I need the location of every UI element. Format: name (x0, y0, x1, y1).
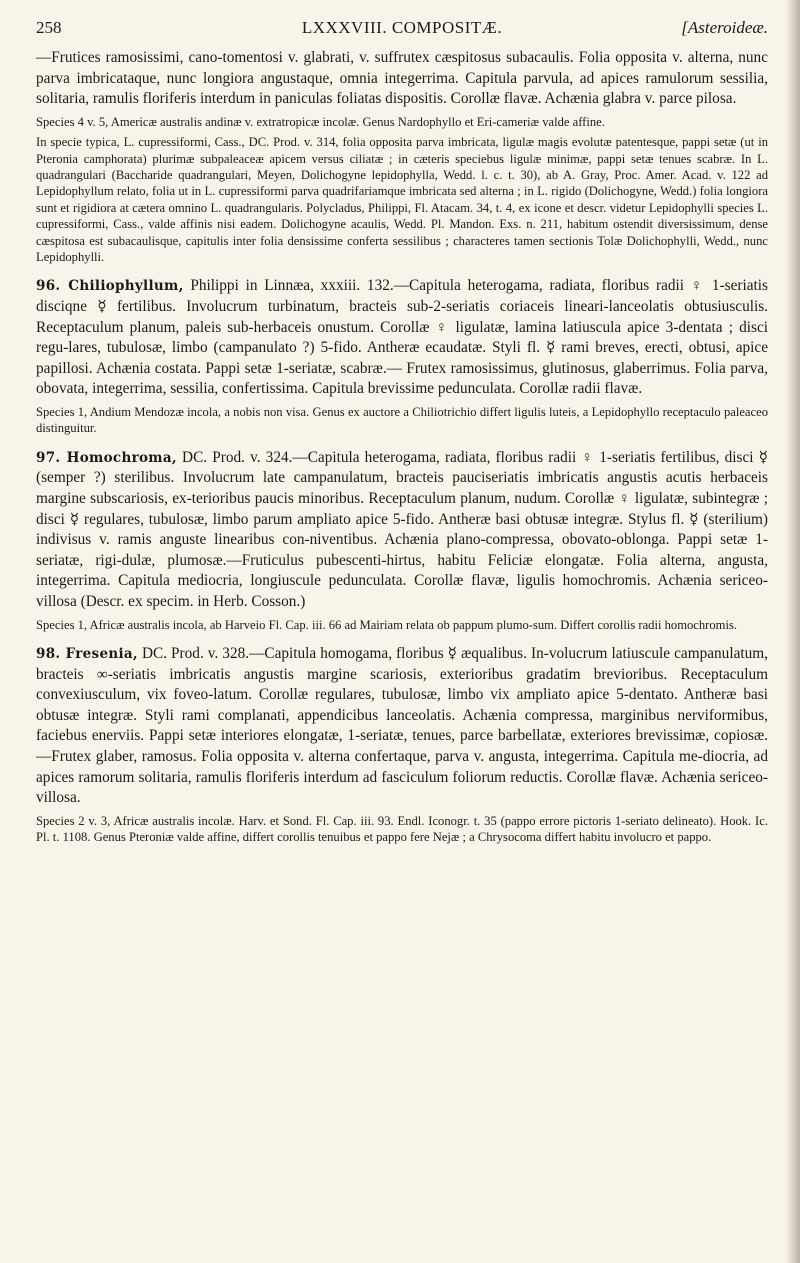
paragraph-text: In specie typica, L. cupressiformi, Cass., DC. Prod. v. 314, folia opposita parva imbricata, ligulæ magis evolutæ patentesque, pappi setæ (ut in Pteronia camphorata) plurimæ subpaleaceæ apicem versus ciliatæ ; in cæteris speciebus ligulæ minimæ, pappi setæ tenues scabræ. In L. quadrangulari (Baccharide quadrangulari, Meyen, Dolichogyne lepidophylla, Wedd. l. c. t. 30), ab A. Gray, Proc. Amer. Acad. v. 122 ad Lepidophyllum relato, folia ut in L. cupressiformi parva quadrifariamque imbricata sed alterna ; in L. rigido (Dolichogyne, Wedd.) folia longiora sunt et rigidiora at cætera omnino L. quadrangularis. Polycladus, Philippi, Fl. Atacam. 34, t. 4, ex icone et descr. videtur Lepidophylli species L. cupressiformi, Cass., valde affinis nisi eadem. Dolichogyne acaulis, Wedd. Pl. Mandon. Exs. n. 211, habitum ostendit diversissimum, dense cæspitosa est subacaulisque, capitulis inter folia densissime conferta sessilibus ; characteres tamen sectionis Tolæ Dolichophylli, Wedd., nunc Lepidophylli. (36, 135, 768, 265)
species-note (36, 617, 768, 633)
paragraph-text: Species 1, Andium Mendozæ incola, a nobis non visa. Genus ex auctore a Chiliotrichio differt ligulis luteis, a Lepidophyllo receptaculo paleaceo distinguitur. (36, 405, 768, 436)
page-number: 258 (36, 18, 62, 37)
genus-name: 97. Homochroma, (36, 449, 177, 466)
species-note (36, 813, 768, 846)
paragraph-text: Philippi in Linnæa, xxxiii. 132.—Capitula heterogama, radiata, floribus radii ♀ 1-seriatis disciqne ☿ fertilibus. Involucrum turbinatum, bracteis sub-2-seriatis coriaceis lineari-lanceolatis obtusiusculis. Receptaculum planum, paleis sub-herbaceis onustum. Corollæ ♀ ligulatæ, lamina latiuscula apice 3-dentata ; disci regu-lares, tubulosæ, limbo (campanulato ?) 5-fido. Antheræ ecaudatæ. Styli fl. ☿ rami breves, erecti, obtusi, apice papillosi. Achænia costata. Pappi setæ 1-seriatæ, scabræ.— Frutex ramosissimus, glutinosus, glaberrimus. Folia parva, obovata, integerrima, sessilia, confertissima. Capitula brevissime pedunculata. Corollæ radii flavæ. (36, 277, 768, 398)
species-note (36, 404, 768, 437)
paragraph-text: Species 2 v. 3, Africæ australis incolæ. Harv. et Sond. Fl. Cap. iii. 93. Endl. Iconogr. t. 35 (pappo errore pictoris 1-seriato delineato). Hook. Ic. Pl. t. 1108. Genus Pteroniæ valde affine, differt corollis tenuibus et pappo fere Nejæ ; a Chrysocoma differt habitu involucro et pappo. (36, 813, 768, 845)
species-note (36, 114, 768, 130)
running-head-title: LXXXVIII. COMPOSITÆ. (301, 18, 503, 37)
species-note (36, 134, 768, 265)
running-header (36, 18, 768, 48)
genus-description (36, 276, 768, 400)
description-paragraph (36, 48, 768, 110)
page (36, 18, 768, 846)
genus-name: 96. Chiliophyllum, (36, 278, 184, 295)
page-edge-shadow (786, 0, 800, 1263)
paragraph-text: —Frutices ramosissimi, cano-tomentosi v. glabrati, v. suffrutex cæspitosus subacaulis. Folia opposita v. alterna, nunc parva imbricataque, nunc longiora angustaque, omnia integerrima. Capitula parvula, ad apices ramulorum sessilia, solitaria, ramulis floriferis interdum in paniculas foliatas dispositis. Corollæ flavæ. Achænia glabra v. parce pilosa. (36, 49, 768, 108)
body-text (36, 48, 768, 846)
paragraph-text: Species 1, Africæ australis incola, ab Harveio Fl. Cap. iii. 66 ad Mairiam relata ob pappum plumo-sum. Differt corollis radii homochromis. (36, 617, 738, 632)
genus-description (36, 448, 768, 613)
paragraph-text: DC. Prod. v. 328.—Capitula homogama, floribus ☿ æqualibus. In-volucrum latiuscule campanulatum, bracteis ∞-seriatis imbricatis angustis margine scariosis, exterioribus gradatim brevioribus. Receptaculum convexiusculum, vix foveo-latum. Corollæ regulares, tubulosæ, limbo vix ampliato apice 5-dentato. Antheræ basi obtusæ integræ. Styli rami complanati, appendicibus lanceolatis. Achænia compressa, marginibus nerviformibus, faciebus enerviis. Pappi setæ interiores elongatæ, 1-seriatæ, tenues, parce barbellatæ, exteriores brevissimæ, copiosæ.—Frutex glaber, ramosus. Folia opposita v. alterna confertaque, parva v. angusta, integerrima. Capitula me-diocria, ad apices ramorum solitaria, ramulis floriferis interdum ad fasciculum foliorum reductis. Corollæ flavæ. Achænia sericeo-villosa. (36, 644, 768, 807)
genus-description (36, 644, 768, 809)
genus-name: 98. Fresenia, (36, 645, 138, 662)
paragraph-text: Species 4 v. 5, Americæ australis andinæ v. extratropicæ incolæ. Genus Nardophyllo et Eri-cameriæ valde affine. (36, 114, 605, 129)
tribe-label: [Asteroideæ. (681, 18, 768, 37)
paragraph-text: DC. Prod. v. 324.—Capitula heterogama, radiata, floribus radii ♀ 1-seriatis fertilibus, disci ☿ (semper ?) sterilibus. Involucrum late campanulatum, bracteis pauciseriatis imbricatis angustis acutis herbaceis margine subscariosis, ex-terioribus paucis minoribus. Receptaculum planum, nudum. Corollæ ♀ ligulatæ, subintegræ ; disci ☿ regulares, tubulosæ, limbo parum ampliato apice 5-fido. Antheræ basi obtusæ integræ. Stylus fl. ☿ (sterilium) indivisus v. ramis anguste linearibus con-niventibus. Achænia plano-compressa, obovato-oblonga. Pappi setæ 1-seriatæ, rigi-dulæ, plumosæ.—Fruticulus pubescenti-hirtus, habitu Feliciæ elongatæ. Folia alterna, angusta, integerrima. Capitula mediocria, longiuscule pedunculata. Corollæ flavæ, ligulis homochromis. Achænia sericeo-villosa (Descr. ex specim. in Herb. Cosson.) (36, 448, 769, 610)
